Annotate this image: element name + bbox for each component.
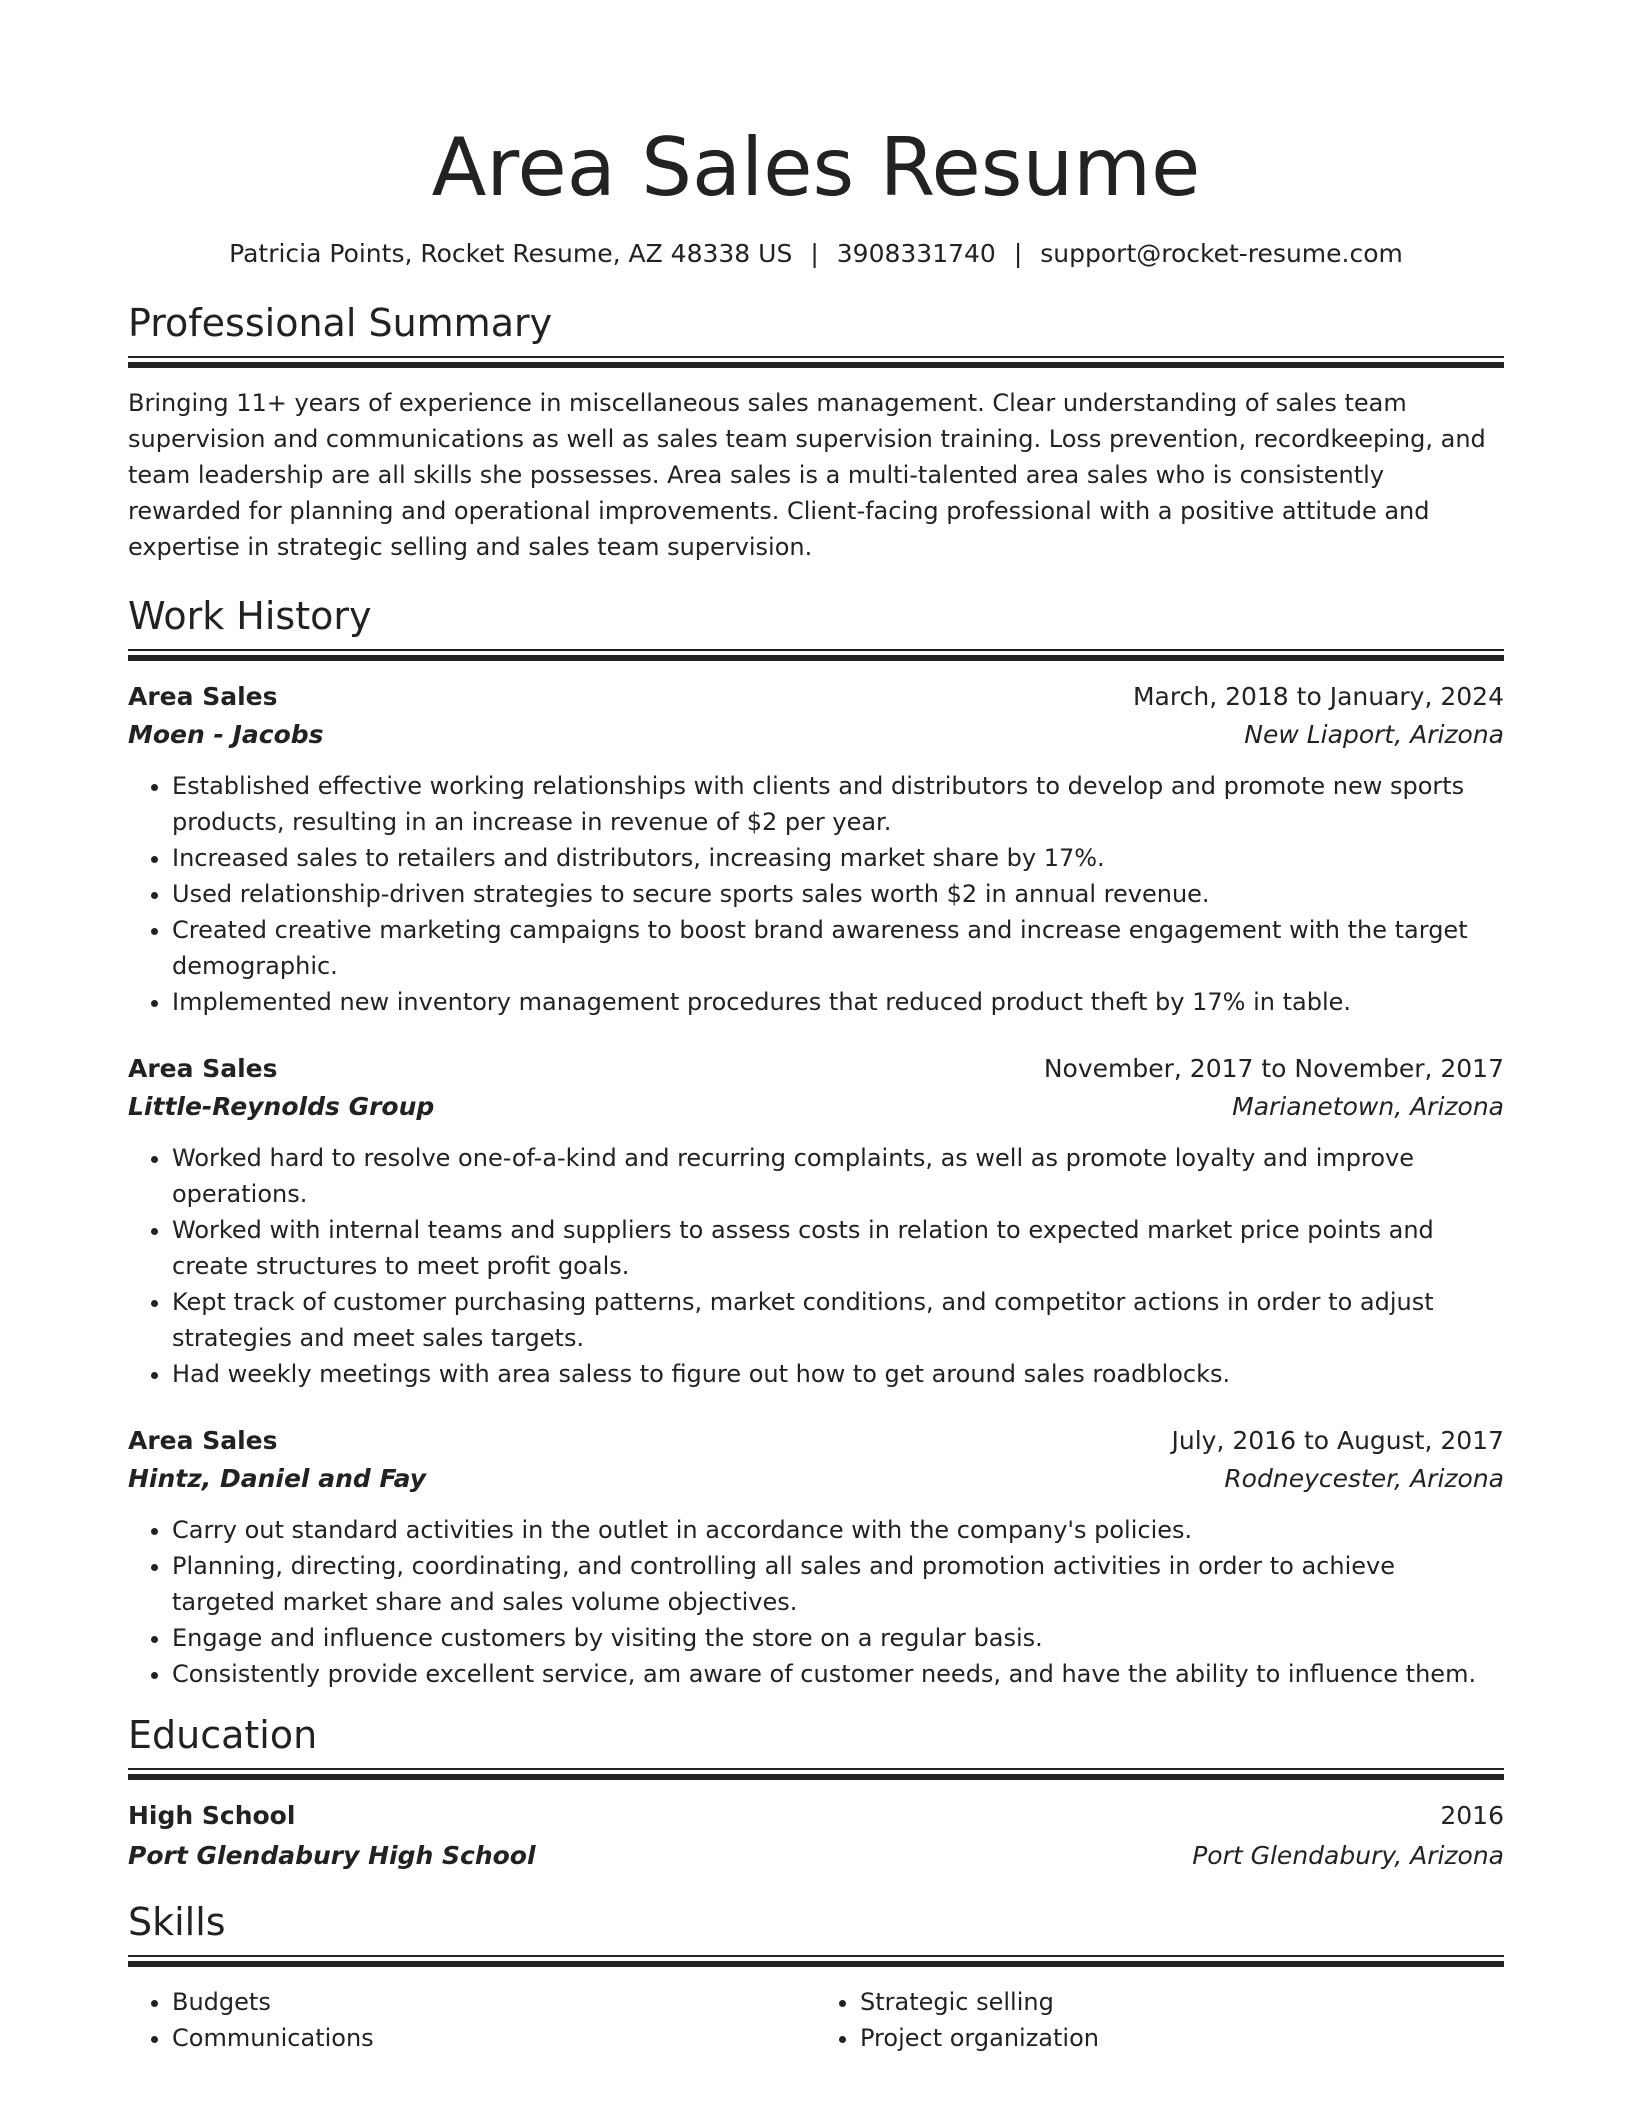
list-item: • Engage and influence customers by visiting the store on a regular basis. <box>172 1620 1504 1656</box>
resume-page <box>128 0 1504 2056</box>
degree: High School <box>128 1801 296 1830</box>
job-header <box>128 1422 1504 1460</box>
contact-phone: 3908331740 <box>836 239 996 268</box>
job-entry <box>128 678 1504 1020</box>
skills-heading: Skills <box>128 1900 226 1944</box>
education-subheader <box>128 1837 1504 1875</box>
job-dates: March, 2018 to January, 2024 <box>1132 682 1504 711</box>
education-heading: Education <box>128 1713 318 1757</box>
list-item: • Communications <box>172 2020 816 2056</box>
section-divider <box>128 649 1504 662</box>
section-divider <box>128 1768 1504 1781</box>
list-item: • Kept track of customer purchasing patterns, market conditions, and competitor actions in order to adjust strategies and meet sales targets. <box>172 1284 1504 1356</box>
company-name: Hintz, Daniel and Fay <box>128 1464 427 1493</box>
contact-separator: | <box>1013 239 1023 268</box>
job-subheader <box>128 1088 1504 1126</box>
job-subheader <box>128 1460 1504 1498</box>
list-item: • Carry out standard activities in the outlet in accordance with the company's policies. <box>172 1512 1504 1548</box>
skills-columns <box>128 1984 1504 2056</box>
school-location: Port Glendabury, Arizona <box>1192 1841 1504 1870</box>
company-name: Moen - Jacobs <box>128 720 324 749</box>
school-name: Port Glendabury High School <box>128 1841 536 1870</box>
section-divider <box>128 1955 1504 1968</box>
job-location: Marianetown, Arizona <box>1232 1092 1504 1121</box>
job-location: Rodneycester, Arizona <box>1224 1464 1504 1493</box>
list-item: • Worked with internal teams and suppliers to assess costs in relation to expected market price points and create structures to meet profit goals. <box>172 1212 1504 1284</box>
job-title: Area Sales <box>128 1054 278 1083</box>
contact-address: Patricia Points, Rocket Resume, AZ 48338 US <box>229 239 793 268</box>
company-name: Little-Reynolds Group <box>128 1092 435 1121</box>
list-item: • Had weekly meetings with area saless to figure out how to get around sales roadblocks. <box>172 1356 1504 1392</box>
list-item: • Consistently provide excellent service, am aware of customer needs, and have the ability to influence them. <box>172 1656 1504 1692</box>
job-entry <box>128 1050 1504 1392</box>
work-history-section <box>128 593 1504 1692</box>
job-header <box>128 1050 1504 1088</box>
job-dates: July, 2016 to August, 2017 <box>1171 1426 1504 1455</box>
education-header <box>128 1797 1504 1835</box>
list-item: • Planning, directing, coordinating, and controlling all sales and promotion activities in order to achieve targeted market share and sales volume objectives. <box>172 1548 1504 1620</box>
skills-section <box>128 1899 1504 2056</box>
resume-title: Area Sales Resume <box>431 121 1201 214</box>
job-bullets <box>128 1512 1504 1692</box>
list-item: • Budgets <box>172 1984 816 2020</box>
list-item: • Project organization <box>860 2020 1504 2056</box>
work-history-heading: Work History <box>128 594 372 638</box>
job-title: Area Sales <box>128 682 278 711</box>
summary-text: Bringing 11+ years of experience in miscellaneous sales management. Clear understanding of sales team supervision and communications as well as sales team supervision training. Loss prevention, recordkeeping, and team leadership are all skills she possesses. Area sales is a multi-talented area sales who is consistently rewarded for planning and operational improvements. Client-facing professional with a positive attitude and expertise in strategic selling and sales team supervision. <box>128 389 1486 561</box>
summary-section <box>128 300 1504 565</box>
list-item: • Established effective working relationships with clients and distributors to develop and promote new sports products, resulting in an increase in revenue of $2 per year. <box>172 768 1504 840</box>
skills-list-left <box>128 1984 816 2056</box>
contact-email[interactable]: support@rocket-resume.com <box>1040 239 1403 268</box>
list-item: • Increased sales to retailers and distributors, increasing market share by 17%. <box>172 840 1504 876</box>
job-dates: November, 2017 to November, 2017 <box>1043 1054 1504 1083</box>
education-section <box>128 1712 1504 1875</box>
job-header <box>128 678 1504 716</box>
contact-line <box>128 238 1504 270</box>
section-divider <box>128 356 1504 369</box>
job-bullets <box>128 1140 1504 1392</box>
list-item: • Implemented new inventory management procedures that reduced product theft by 17% in table. <box>172 984 1504 1020</box>
list-item: • Worked hard to resolve one-of-a-kind and recurring complaints, as well as promote loyalty and improve operations. <box>172 1140 1504 1212</box>
list-item: • Strategic selling <box>860 1984 1504 2020</box>
contact-separator: | <box>810 239 819 268</box>
job-title: Area Sales <box>128 1426 278 1455</box>
summary-heading: Professional Summary <box>128 301 553 345</box>
job-location: New Liaport, Arizona <box>1244 720 1504 749</box>
job-bullets <box>128 768 1504 1020</box>
list-item: • Created creative marketing campaigns to boost brand awareness and increase engagement with the target demographic. <box>172 912 1504 984</box>
job-subheader <box>128 716 1504 754</box>
list-item: • Used relationship-driven strategies to secure sports sales worth $2 in annual revenue. <box>172 876 1504 912</box>
education-year: 2016 <box>1440 1801 1504 1830</box>
job-entry <box>128 1422 1504 1692</box>
skills-list-right <box>816 1984 1504 2056</box>
